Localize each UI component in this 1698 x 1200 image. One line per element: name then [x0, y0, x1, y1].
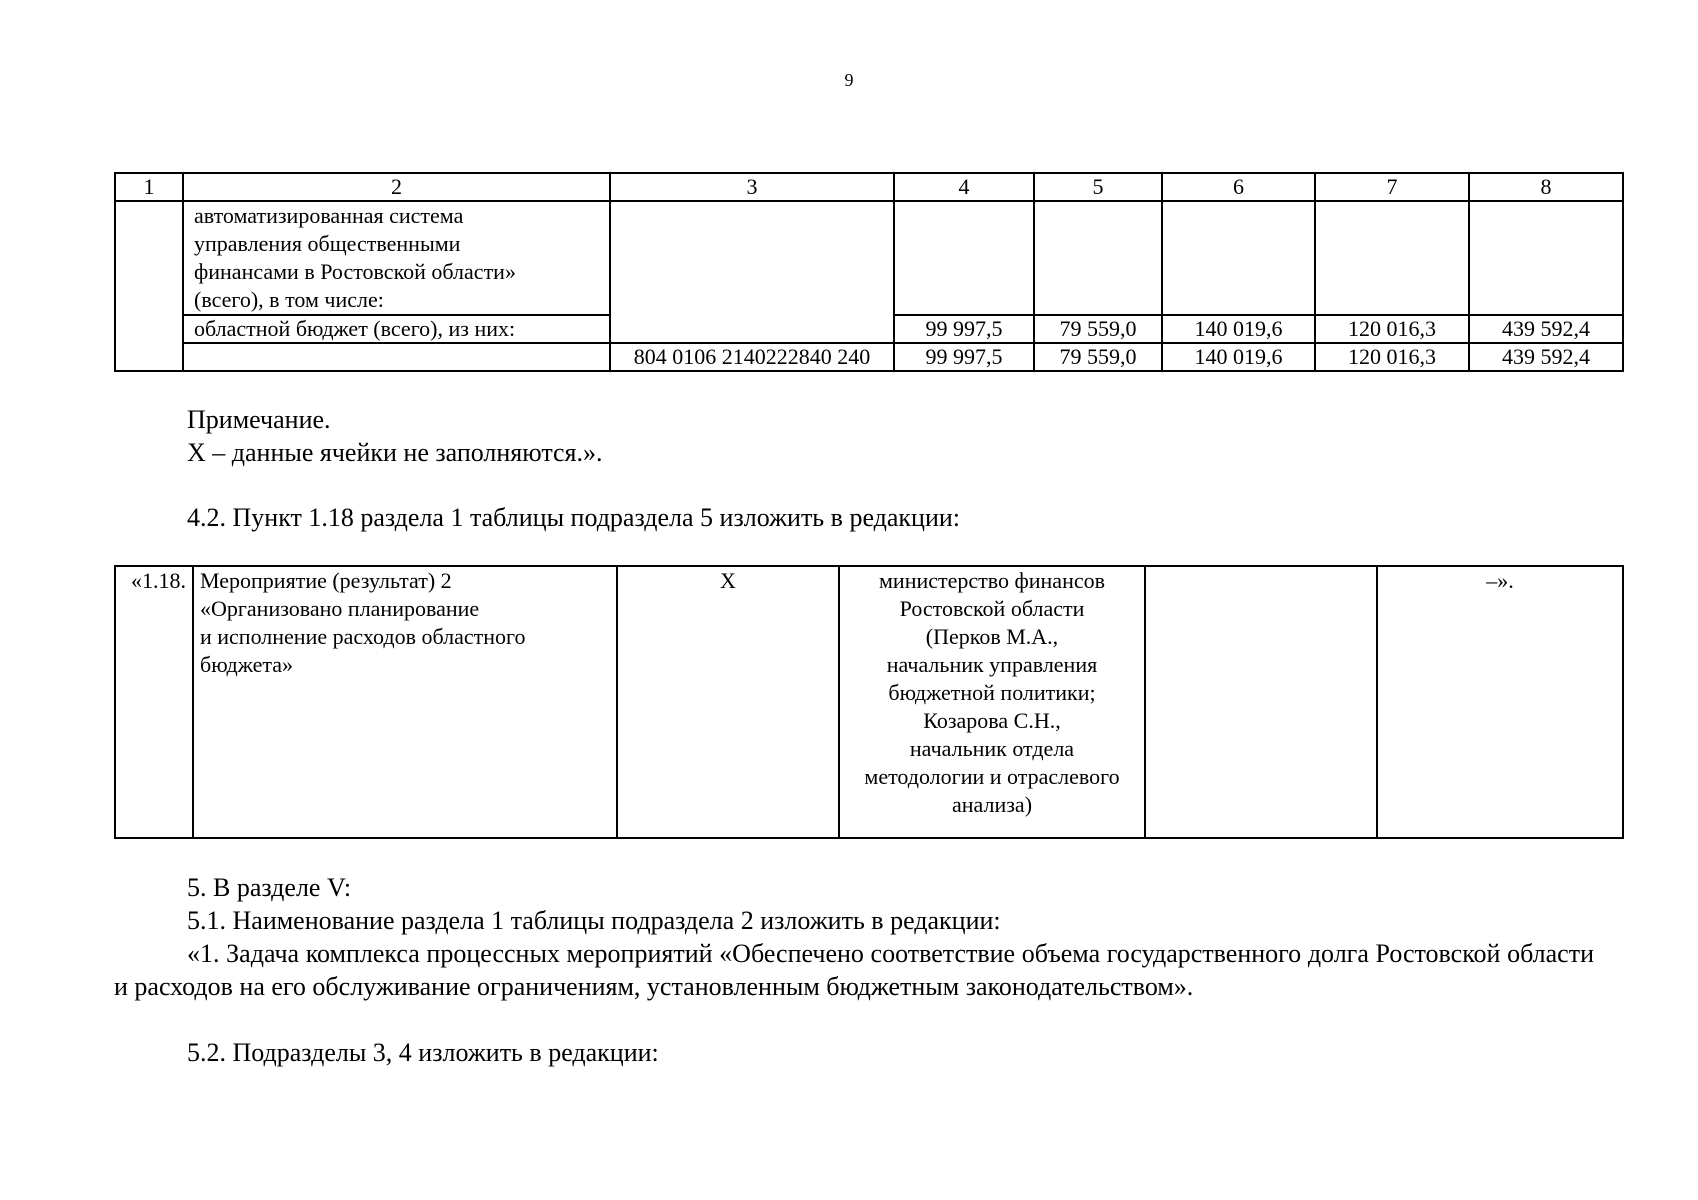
table-row — [115, 343, 1623, 371]
page-number: 9 — [844, 70, 854, 90]
value-cell: 99 997,5 — [894, 343, 1034, 371]
row-number-cell — [115, 201, 183, 371]
responsible-line: начальник отдела — [909, 736, 1075, 761]
value-cell: 120 016,3 — [1315, 315, 1469, 343]
activity-name-line: бюджета» — [200, 652, 294, 677]
value-cell: 439 592,4 — [1469, 315, 1623, 343]
value-cell: 439 592,4 — [1469, 343, 1623, 371]
code-cell — [610, 201, 894, 343]
header-cell: 2 — [183, 173, 610, 201]
value-cell — [894, 201, 1034, 315]
responsible-line: методологии и отраслевого — [864, 764, 1120, 789]
description-line: (всего), в том числе: — [194, 287, 384, 312]
value-cell: 140 019,6 — [1162, 315, 1315, 343]
table-row — [115, 201, 1623, 315]
value-cell: 79 559,0 — [1034, 315, 1162, 343]
empty-cell — [1145, 566, 1377, 838]
item-5-1-text: «1. Задача комплекса процессных мероприятий «Обеспечено соответствие объема государственного долга Ростовской области и расходов на его обслуживание ограничениям, установленным бюджетным законодательством». — [114, 939, 1594, 1001]
table-row — [115, 566, 1623, 838]
value-cell — [1315, 201, 1469, 315]
responsible-cell — [839, 566, 1145, 838]
description-cell — [183, 343, 610, 371]
responsible-line: Козарова С.Н., — [923, 708, 1061, 733]
item-5-2: 5.2. Подразделы 3, 4 изложить в редакции: — [187, 1038, 659, 1067]
description-line: автоматизированная система — [194, 203, 464, 228]
note-text: Х – данные ячейки не заполняются.». — [187, 438, 603, 467]
section-5-heading: 5. В разделе V: — [187, 873, 352, 902]
header-cell: 5 — [1034, 173, 1162, 201]
value-cell — [1469, 201, 1623, 315]
item-number-cell: «1.18. — [115, 566, 193, 838]
activity-name-line: «Организовано планирование — [200, 596, 480, 621]
header-cell: 4 — [894, 173, 1034, 201]
value-cell — [1162, 201, 1315, 315]
code-cell: 804 0106 2140222840 240 — [610, 343, 894, 371]
value-cell: 99 997,5 — [894, 315, 1034, 343]
description-line: управления общественными — [194, 231, 461, 256]
activity-name-cell — [193, 566, 617, 838]
responsible-line: министерство финансов — [879, 568, 1105, 593]
header-cell: 1 — [115, 173, 183, 201]
value-cell: 140 019,6 — [1162, 343, 1315, 371]
responsible-line: начальник управления — [886, 652, 1098, 677]
description-cell — [183, 201, 610, 315]
activity-name-line: и исполнение расходов областного — [200, 624, 526, 649]
value-cell: 120 016,3 — [1315, 343, 1469, 371]
note-title: Примечание. — [187, 405, 331, 434]
activity-table — [114, 565, 1624, 839]
header-cell: 7 — [1315, 173, 1469, 201]
x-mark-cell: Х — [617, 566, 839, 838]
header-cell: 3 — [610, 173, 894, 201]
value-cell — [1034, 201, 1162, 315]
table-header-row — [115, 173, 1623, 201]
responsible-line: (Перков М.А., — [925, 624, 1059, 649]
header-cell: 6 — [1162, 173, 1315, 201]
closing-mark-cell: –». — [1377, 566, 1623, 838]
item-4-2: 4.2. Пункт 1.18 раздела 1 таблицы подраздела 5 изложить в редакции: — [187, 503, 961, 532]
header-cell: 8 — [1469, 173, 1623, 201]
description-cell: областной бюджет (всего), из них: — [183, 315, 610, 343]
responsible-line: Ростовской области — [899, 596, 1085, 621]
responsible-line: бюджетной политики; — [888, 680, 1096, 705]
responsible-line: анализа) — [951, 792, 1033, 817]
description-line: финансами в Ростовской области» — [194, 259, 516, 284]
funding-table — [114, 172, 1624, 372]
activity-name-line: Мероприятие (результат) 2 — [200, 568, 452, 593]
item-5-1: 5.1. Наименование раздела 1 таблицы подраздела 2 изложить в редакции: — [187, 906, 1001, 935]
value-cell: 79 559,0 — [1034, 343, 1162, 371]
